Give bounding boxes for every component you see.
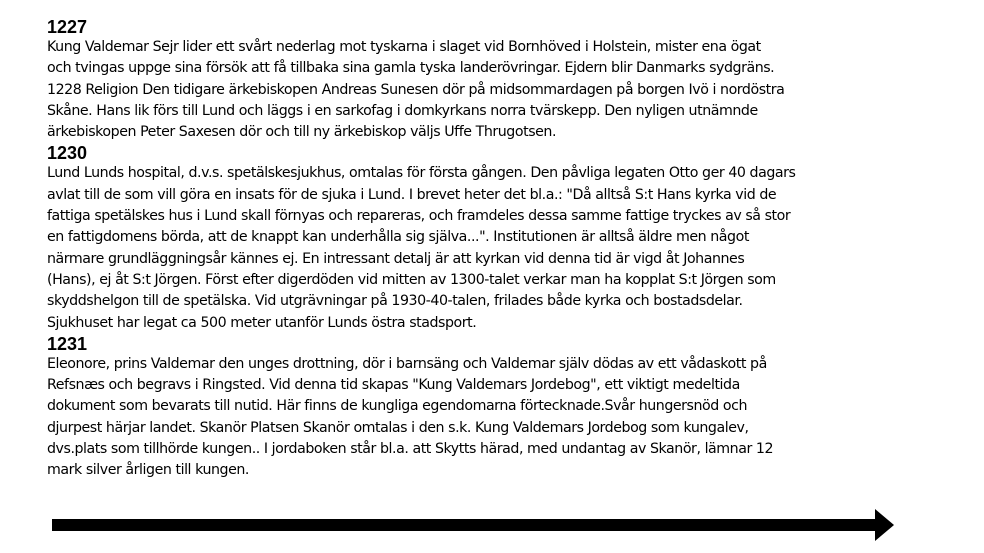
entry-text xyxy=(47,37,937,143)
text-line: 1228 Religion Den tidigare ärkebiskopen Andreas Sunesen dör på midsommardagen på borgen Ivö i nordöstra xyxy=(47,81,785,98)
text-line: Kung Valdemar Sejr lider ett svårt nederlag mot tyskarna i slaget vid Bornhöved i Holstein, mister ena ögat xyxy=(47,39,761,55)
entry-1230 xyxy=(47,143,937,333)
text-line: djurpest härjar landet. Skanör Platsen Skanör omtalas i den s.k. Kung Valdemars Jordebog som kungalev, xyxy=(47,419,749,436)
entry-text xyxy=(47,354,937,482)
text-line: ärkebiskopen Peter Saxesen dör och till ny ärkebiskop väljs Uffe Thrugotsen. xyxy=(47,124,557,141)
text-line: mark silver årligen till kungen. xyxy=(47,462,249,479)
entry-year: 1231 xyxy=(47,333,88,354)
text-line: en fattigdomens börda, att de knappt kan underhålla sig själva...". Institutionen är alltså äldre men något xyxy=(47,229,749,246)
text-line: skyddshelgon till de spetälska. Vid utgrävningar på 1930-40-talen, frilades både kyrka och bostadsdelar. xyxy=(47,293,743,310)
text-line: dokument som bevarats till nutid. Här finns de kungliga egendomarna förtecknade.Svår hungersnöd och xyxy=(47,398,747,415)
text-line: och tvingas uppge sina försök att få tillbaka sina gamla tyska landerövringar. Ejdern blir Danmarks sydgräns. xyxy=(47,60,775,77)
entry-year: 1227 xyxy=(47,17,88,37)
text-line: dvs.plats som tillhörde kungen.. I jordaboken står bl.a. att Skytts härad, med undantag av Skanör, lämnar 12 xyxy=(47,441,774,458)
text-line: Refsnæs och begravs i Ringsted. Vid denna tid skapas "Kung Valdemars Jordebog", ett viktigt medeltida xyxy=(47,377,740,394)
text-line: fattiga spetälskes hus i Lund skall förnyas och repareras, och framdeles dessa samme fattige tryckes av så stor xyxy=(47,208,791,225)
text-line: avlat till de som vill göra en insats för de sjuka i Lund. I brevet heter det bl.a.: "Då alltså S:t Hans kyrka vid de xyxy=(47,186,777,203)
arrow-head xyxy=(875,509,894,541)
text-line: (Hans), ej åt S:t Jörgen. Först efter digerdöden vid mitten av 1300-talet verkar man ha kopplat S:t Jörgen som xyxy=(47,271,776,288)
text-line: Skåne. Hans lik förs till Lund och läggs i en sarkofag i domkyrkans norra tvärskepp. Den nyligen utnämnde xyxy=(47,102,758,119)
timeline-text xyxy=(47,17,937,482)
entry-1227 xyxy=(47,17,937,143)
entry-1231 xyxy=(47,334,937,482)
entry-text xyxy=(47,163,937,333)
arrow-shaft xyxy=(52,519,877,531)
text-line: Lund Lunds hospital, d.v.s. spetälskesjukhus, omtalas för första gången. Den påvliga legaten Otto ger 40 dagars xyxy=(47,165,796,182)
text-line: Sjukhuset har legat ca 500 meter utanför Lunds östra stadsport. xyxy=(47,314,477,331)
text-line: närmare grundläggningsår kännes ej. En intressant detalj är att kyrkan vid denna tid är vigd åt Johannes xyxy=(47,250,745,267)
text-line: Eleonore, prins Valdemar den unges drottning, dör i barnsäng och Valdemar själv dödas av ett vådaskott på xyxy=(47,355,767,372)
entry-year: 1230 xyxy=(47,143,88,164)
arrow-right-icon xyxy=(52,509,894,541)
